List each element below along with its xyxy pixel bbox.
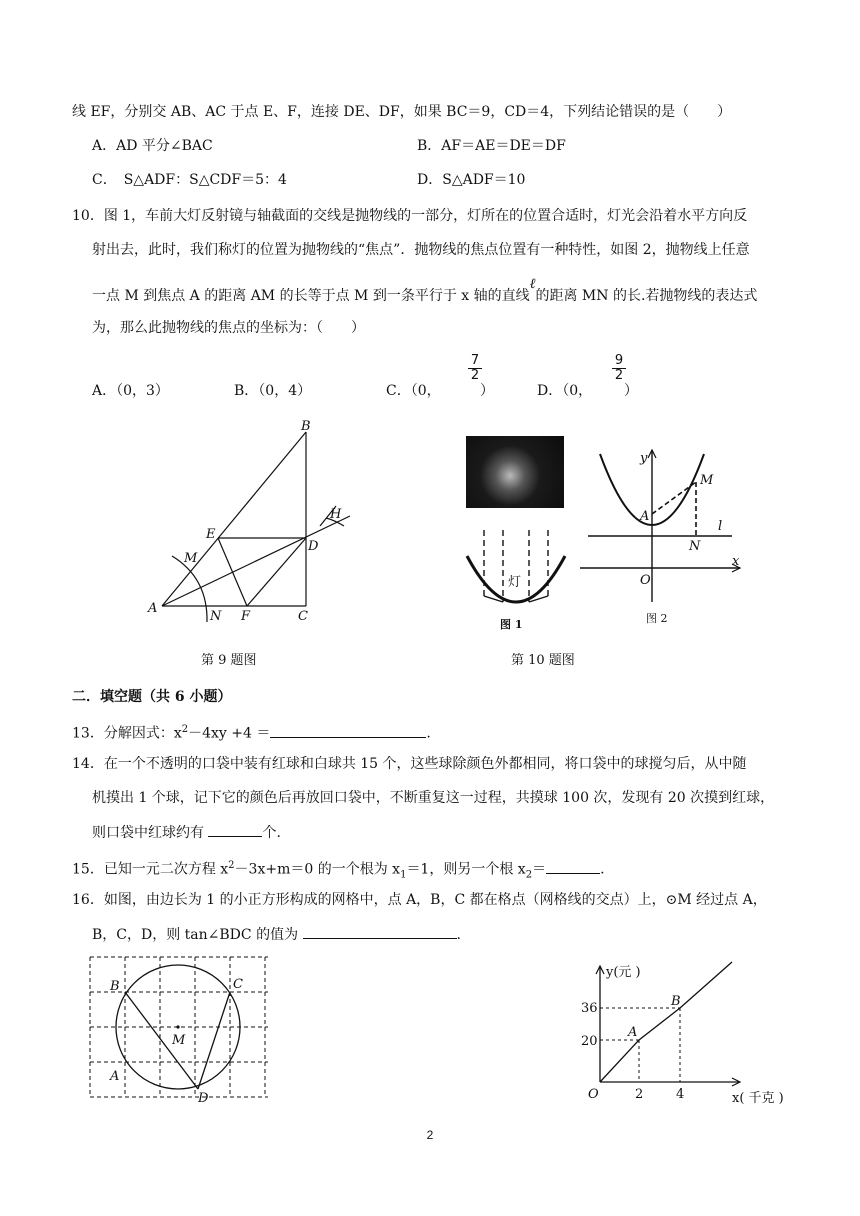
q14-line3 [92,822,281,843]
graph-tick-x4: 4 [676,1087,685,1102]
q15-sub2: 2 [525,869,533,881]
fig9-label-d: D [308,539,319,554]
graph-tick-36: 36 [581,1001,598,1016]
fig10-1-lamp-label: 灯 [508,575,522,590]
fig9-label-a: A [148,601,158,616]
q14-line2: 机摸出 1 个球，记下它的颜色后再放回口袋中，不断重复这一过程，共摸球 100 次，发现有 20 次摸到红球， [92,790,775,806]
page-number: 2 [426,1128,434,1142]
q10-option-c [386,381,441,401]
figure-9 [140,414,360,626]
fig9-label-m: M [184,551,198,566]
fig9-segment-ef [218,538,247,606]
fig10-2-label-x: x [732,554,740,569]
figure-10-2 [570,440,750,630]
fig9-label-b: B [301,419,311,434]
q13-end: . [426,725,431,742]
fig10-2-label-m: M [700,473,714,488]
q16-answer-blank [303,924,457,939]
fig10-2-label-n: N [689,539,701,554]
q10-option-d-numerator: 9 [612,354,626,369]
q10-option-b: B．（0，4） [234,383,312,399]
q10-line2: 射出去，此时，我们称灯的位置为抛物线的“焦点”．抛物线的焦点位置有一种特性，如图 2，抛物线上任意 [92,242,750,258]
fig9-label-e: E [206,527,216,542]
q10-line3 [92,276,758,306]
q10-option-c-fraction [468,354,482,383]
fig10-2-label-y: y [640,451,648,466]
q9-line1: 线 EF，分别交 AB、AC 于点 E、F，连接 DE、DF，如果 BC＝9，CD＝4，下列结论错误的是（ ） [72,104,732,120]
q15-mid2: ＝1，则另一个根 x [406,861,526,878]
q14-line1: 14．在一个不透明的口袋中装有红球和白球共 15 个，这些球除颜色外都相同，将口袋中的球搅匀后，从中随 [72,756,747,772]
graph-tick-x2: 2 [635,1087,644,1102]
q13-post: －4xy +4 ＝ [188,725,271,742]
q9-option-d: D．S△ADF＝10 [417,172,526,188]
q10-line1: 10．图 1，车前大灯反射镜与轴截面的交线是抛物线的一部分，灯所在的位置合适时，灯光会沿着水平方向反 [72,208,748,224]
q16-line1: 16．如图，由边长为 1 的小正方形构成的网格中，点 A，B，C 都在格点（网格线的交点）上，⊙M 经过点 A， [72,892,767,908]
fig16-label-m: M [172,1033,186,1048]
graph-line [600,962,732,1082]
q15-answer-blank [546,859,600,874]
q9-option-a: A．AD 平分∠BAC [92,138,213,154]
q16-line2-pre: B，C，D，则 tan∠BDC 的值为 [92,927,303,943]
fig10-2-label-o: O [640,573,651,588]
q13-sup: 2 [181,724,189,735]
section-2-heading: 二．填空题（共 6 小题） [72,689,232,705]
q10-option-d-fraction [612,354,626,383]
q10-option-c-post: ） [480,383,494,399]
q16-line2 [92,924,461,945]
fig16-center-dot [176,1025,179,1028]
graph-point-b: B [671,994,681,1009]
fig16-segment-bd [125,992,198,1089]
q9-option-b: B．AF＝AE＝DE＝DF [417,138,566,154]
q10-option-c-denominator: 2 [470,368,480,383]
q16-line2-post: . [456,927,461,943]
q14-answer-blank [208,822,262,837]
q13-pre: 13．分解因式：x [72,725,182,742]
fig9-label-f: F [241,609,251,624]
q15-mid: －3x+m＝0 的一个根为 x [234,861,401,878]
fig10-2-caption: 图 2 [646,612,668,625]
fig16-label-d: D [198,1091,209,1106]
q10-line4: 为，那么此抛物线的焦点的坐标为：（ ） [92,320,365,336]
fig10-caption: 第 10 题图 [511,653,575,668]
figure-10-1 [460,520,575,632]
q9-option-c: C． S△ADF：S△CDF＝5：4 [92,172,287,188]
q10-option-d [537,381,592,401]
fig10-2-label-l: l [718,519,723,534]
q14-line3-pre: 则口袋中红球约有 [92,825,209,841]
fig10-2-label-a: A [640,509,650,524]
graph-tick-20: 20 [581,1034,598,1049]
graph-x-label: x( 千克 ) [732,1091,784,1106]
figure-price-graph [570,956,810,1108]
q15-end: . [600,861,605,878]
q10-option-d-denominator: 2 [614,368,624,383]
fig10-1-caption: 图 1 [500,618,523,631]
fig16-label-b: B [110,979,120,994]
fig9-segment-ab [162,432,306,606]
graph-origin-label: O [588,1087,599,1102]
q13-answer-blank [270,723,426,738]
fig16-label-a: A [110,1069,120,1084]
q10-option-a: A．（0，3） [92,383,169,399]
q10-option-c-numerator: 7 [468,354,482,369]
ell-symbol: ℓ [529,276,536,292]
q15-pre: 15．已知一元二次方程 x [72,861,229,878]
fig9-label-n: N [210,609,222,624]
fig16-segment-cd [198,992,230,1089]
figure-16 [80,950,280,1110]
fig9-caption: 第 9 题图 [201,653,257,668]
q10-option-d-pre: D．（0， [537,383,593,399]
fig16-label-c: C [233,977,243,992]
q15-sup: 2 [228,860,235,871]
graph-y-label: y(元 ) [606,965,641,980]
q10-option-d-post: ） [624,383,638,399]
q15-mid3: ＝ [532,861,547,878]
fig9-label-h: H [330,507,342,522]
fig9-label-c: C [298,609,308,624]
q10-line3-a: 一点 M 到焦点 A 的距离 AM 的长等于点 M 到一条平行于 x 轴的直线 [92,288,530,304]
q14-line3-post: 个. [262,825,281,841]
q13 [72,720,431,744]
headlight-photo [466,436,564,508]
q10-line3-b: 的距离 MN 的长.若抛物线的表达式 [535,288,758,304]
graph-point-a: A [628,1025,638,1040]
q15-sub1: 1 [400,869,407,881]
q10-option-c-pre: C．（0， [386,383,441,399]
fig9-segment-fd [247,538,306,606]
q15 [72,856,605,885]
